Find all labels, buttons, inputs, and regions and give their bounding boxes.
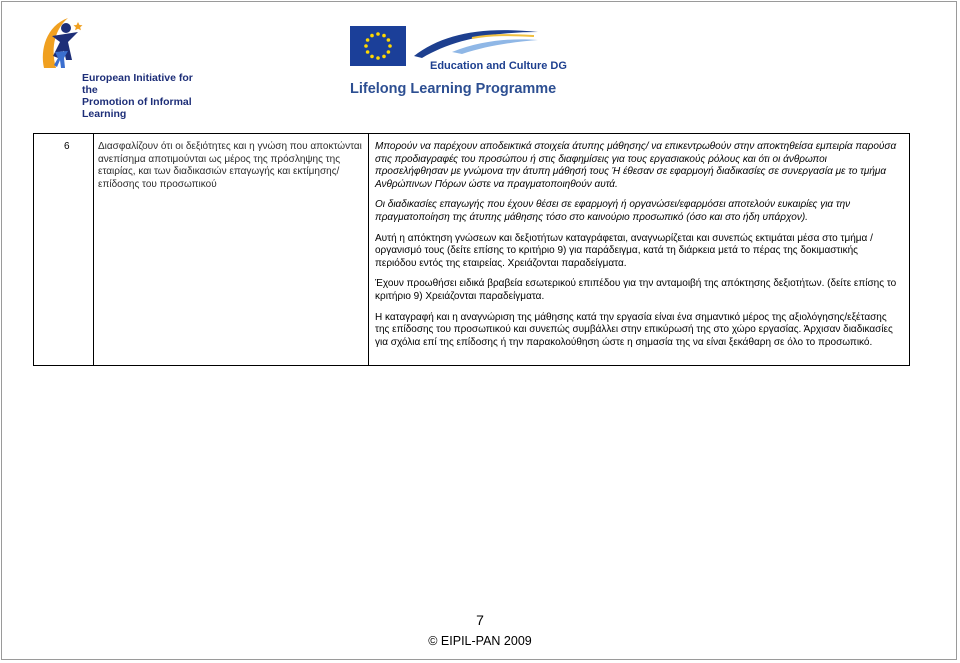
llp-swoosh-icon bbox=[412, 26, 542, 62]
edu-culture-label: Education and Culture DG bbox=[430, 60, 567, 72]
eiil-logo bbox=[38, 14, 208, 120]
llp-logo bbox=[350, 26, 567, 106]
criteria-table bbox=[33, 133, 910, 366]
evidence-cell bbox=[369, 134, 910, 366]
eiil-logo-line2: Promotion of Informal Learning bbox=[82, 96, 192, 120]
evidence-paragraph: Μπορούν να παρέχουν αποδεικτικά στοιχεία άτυπης μάθησης/ να επικεντρωθούν στην αποκτηθείσα εμπειρία παρούσα στις προδιαγραφές του προσώπου ή στις διαφημίσεις για τους εργασιακούς ρόλους και ότι οι άνθρωποι προσελήφθησαν με γνώμονα την άτυπη μάθησή τους Ή έθεσαν σε εφαρμογή διαδικασίες σε συνεργασία με το τμήμα Ανθρώπινων Πόρων ώστε να πραγματοποιηθούν αυτά. bbox=[375, 141, 897, 190]
eiil-logo-line1: European Initiative for the bbox=[82, 72, 193, 96]
evidence-paragraph: Η καταγραφή και η αναγνώριση της μάθησης κατά την εργασία είναι ένα σημαντικό μέρος της αξιολόγησης/εξέτασης της επίδοσης του προσωπικού και συνεπώς συμβάλλει στην επικύρωσή της στο χώρο εργασίας. Άρχισαν διαδικασίες για σχόλια επί της επίδοσης ή την παρακολούθηση ώστε η σημασία της να είναι ξεκάθαρη σε όλο το προσωπικό. bbox=[375, 311, 893, 348]
eu-flag-icon bbox=[350, 26, 406, 66]
evidence-paragraph: Έχουν προωθήσει ειδικά βραβεία εσωτερικού επιπέδου για την ανταμοιβή της απόκτησης δεξιοτήτων. (δείτε επίσης το κριτήριο 9) Χρειάζονται παραδείγματα. bbox=[375, 278, 897, 302]
page-number: 7 bbox=[476, 612, 484, 628]
evidence-paragraph: Οι διαδικασίες επαγωγής που έχουν θέσει σε εφαρμογή ή οργανώσει/εφαρμόσει αποτελούν ευκαιρίες για την πραγματοποίηση της άτυπης μάθησης τόσο στο καινούριο προσωπικό (όσο και στο ήδη υπάρχον). bbox=[375, 199, 851, 223]
row-number: 6 bbox=[34, 134, 94, 366]
llp-title: Lifelong Learning Programme bbox=[350, 81, 557, 97]
footer-copyright: © EIPIL-PAN 2009 bbox=[428, 634, 532, 648]
evidence-paragraph: Αυτή η απόκτηση γνώσεων και δεξιοτήτων καταγράφεται, αναγνωρίζεται και συνεπώς εκτιμάται μέσα στο τμήμα / οργανισμό τους (δείτε επίσης το κριτήριο 9) για παράδειγμα, κατά τη διάρκεια μετά το πέρας της δοκιμαστικής περιόδου εντός της εταιρείας. Χρειάζονται παραδείγματα. bbox=[375, 232, 873, 269]
criterion-text: Διασφαλίζουν ότι οι δεξιότητες και η γνώση που αποκτώνται ανεπίσημα αποτιμούνται ως μέρος της πρόσληψης της εταιρίας, και των διαδικασιών επαγωγής και εκτίμησης/ επίδοσης του προσωπικού bbox=[94, 134, 369, 366]
eiil-figure-icon bbox=[38, 14, 98, 74]
table-row bbox=[34, 134, 910, 366]
